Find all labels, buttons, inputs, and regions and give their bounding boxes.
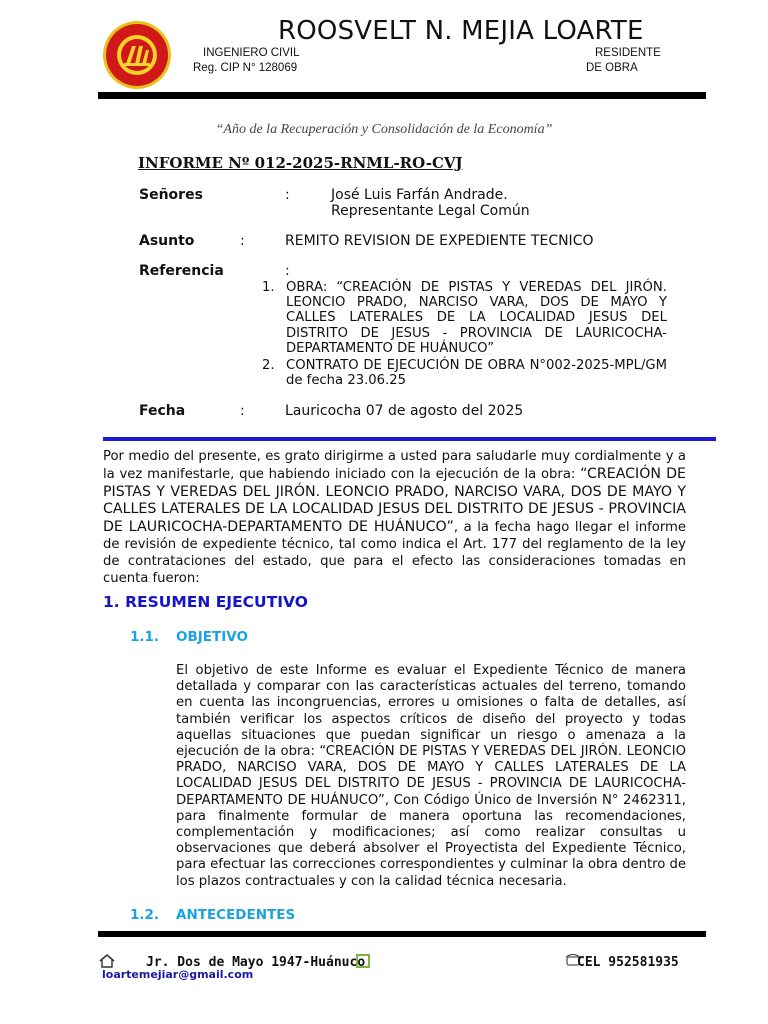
colon: : bbox=[240, 233, 245, 249]
subheading-label: OBJETIVO bbox=[176, 629, 248, 645]
section-heading-resumen: 1. RESUMEN EJECUTIVO bbox=[103, 593, 308, 611]
home-icon bbox=[98, 953, 116, 969]
footer-phone: CEL 952581935 bbox=[577, 955, 679, 970]
intro-text-c: , a la fecha hago llegar el informe de revisión de expediente técnico, tal como indica el Art. 177 del reglamento de la ley de contrataciones del estado, que para el efecto las consideraciones tomadas en cuenta fueron: bbox=[103, 520, 686, 586]
subheading-objetivo bbox=[130, 629, 248, 645]
report-number: INFORME Nº 012-2025-RNML-RO-CVJ bbox=[138, 154, 463, 172]
subheading-number: 1.1. bbox=[130, 629, 160, 645]
subheading-antecedentes bbox=[130, 907, 295, 923]
location-icon bbox=[356, 954, 370, 968]
recipient-name: José Luis Farfán Andrade. bbox=[331, 187, 508, 203]
intro-project-name: “CREACIÓN DE PISTAS Y VEREDAS DEL JIRÓN. LEONCIO PRADO, NARCISO VARA, DOS DE MAYO Y CALLES LATERALES DE LA LOCALIDAD JESUS DEL DISTRITO DE JESUS - PROVINCIA DE LAURICOCHA-DEPARTAMENTO DE HUÁNUCO” bbox=[103, 465, 686, 536]
colon: : bbox=[285, 187, 290, 203]
role-line-2: DE OBRA bbox=[586, 62, 638, 74]
recipient-role: Representante Legal Común bbox=[331, 203, 530, 219]
subject-value: REMITO REVISION DE EXPEDIENTE TECNICO bbox=[285, 233, 594, 249]
seal-logo bbox=[102, 20, 172, 90]
intro-paragraph bbox=[103, 449, 686, 587]
year-motto: “Año de la Recuperación y Consolidación de la Economía” bbox=[215, 122, 553, 137]
referencia-label: Referencia bbox=[139, 263, 224, 279]
author-name: ROOSVELT N. MEJIA LOARTE bbox=[278, 16, 644, 46]
reference-number-2: 2. bbox=[262, 358, 275, 373]
role-line-1: RESIDENTE bbox=[595, 47, 661, 59]
footer-address: Jr. Dos de Mayo 1947-Huánuco bbox=[146, 955, 366, 970]
footer-email[interactable]: loartemejiar@gmail.com bbox=[102, 968, 254, 981]
reference-number-1: 1. bbox=[262, 280, 275, 295]
profession: INGENIERO CIVIL bbox=[203, 47, 300, 59]
colon: : bbox=[285, 263, 290, 279]
colon: : bbox=[240, 403, 245, 419]
section-divider bbox=[103, 437, 716, 441]
intro-text-a: Por medio del presente, es grato dirigirme a usted para saludarle muy cordialmente y a la vez manifestarle, que habiendo iniciado con la ejecución de la obra: bbox=[103, 449, 686, 482]
reference-item-2: CONTRATO DE EJECUCIÓN DE OBRA N°002-2025-MPL/GM de fecha 23.06.25 bbox=[286, 358, 667, 389]
date-value: Lauricocha 07 de agosto del 2025 bbox=[285, 403, 524, 419]
fecha-label: Fecha bbox=[139, 403, 186, 419]
subheading-number: 1.2. bbox=[130, 907, 160, 923]
cip-registration: Reg. CIP N° 128069 bbox=[193, 62, 298, 74]
subheading-label: ANTECEDENTES bbox=[176, 907, 296, 923]
header-rule bbox=[98, 92, 706, 99]
senores-label: Señores bbox=[139, 187, 203, 203]
footer-rule bbox=[98, 931, 706, 937]
objetivo-paragraph: El objetivo de este Informe es evaluar el Expediente Técnico de manera detallada y comparar con las características actuales del terreno, tomando en cuenta las incongruencias, errores u omisiones o falta de detalles, así también verificar los aspectos críticos de diseño del proyecto y todas aquellas situaciones que puedan significar un riesgo o amenaza a la ejecución de la obra: “CREACIÓN DE PISTAS Y VEREDAS DEL JIRÓN. LEONCIO PRADO, NARCISO VARA, DOS DE MAYO Y CALLES LATERALES DE LA LOCALIDAD JESUS DEL DISTRITO DE JESUS - PROVINCIA DE LAURICOCHA-DEPARTAMENTO DE HUÁNUCO”, Con Código Único de Inversión N° 2462311, para finalmente formular de manera oportuna las recomendaciones, complementación y modificaciones; así como realizar consultas u observaciones que deberá absolver el Proyectista del Expediente Técnico, para efectuar las correcciones correspondientes y culminar la obra dentro de los plazos contractuales y con la calidad técnica necesaria. bbox=[176, 663, 686, 889]
reference-item-1: OBRA: “CREACIÓN DE PISTAS Y VEREDAS DEL JIRÓN. LEONCIO PRADO, NARCISO VARA, DOS DE MAYO Y CALLES LATERALES DE LA LOCALIDAD JESUS DEL DISTRITO DE JESUS - PROVINCIA DE LAURICOCHA-DEPARTAMENTO DE HUÁNUCO” bbox=[286, 280, 667, 356]
asunto-label: Asunto bbox=[139, 233, 195, 249]
